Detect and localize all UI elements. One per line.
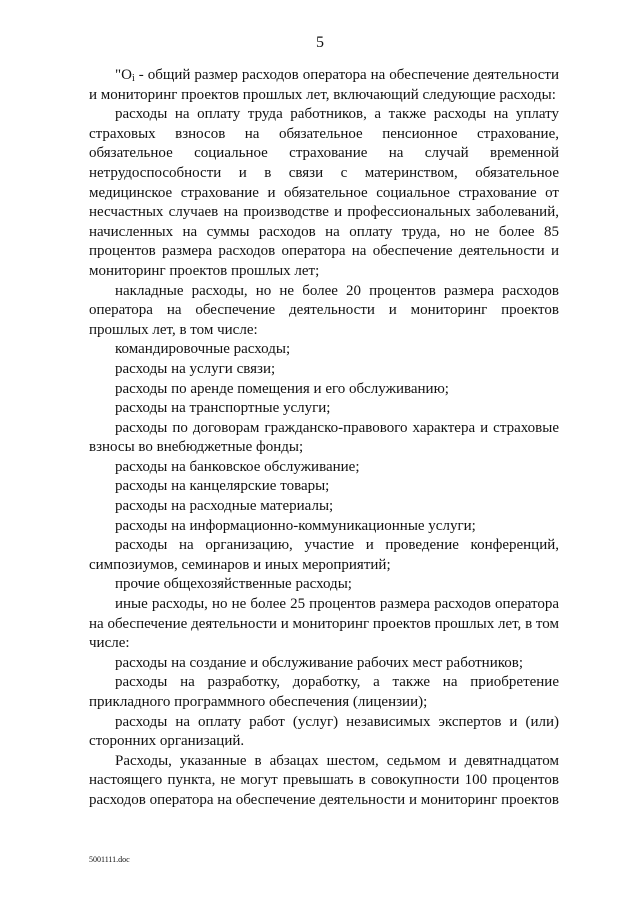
list-item: расходы на оплату работ (услуг) независимых экспертов и (или) сторонних организаций.	[89, 713, 559, 750]
paragraph-other-costs: иные расходы, но не более 25 процентов размера расходов оператора на обеспечение деятельности и мониторинг проектов прошлых лет, в том числе:	[89, 596, 559, 652]
list-item: расходы на транспортные услуги;	[115, 400, 331, 417]
oi-symbol: "O	[115, 67, 132, 83]
list-item: расходы на расходные материалы;	[115, 498, 334, 515]
paragraph-labor-costs: расходы на оплату труда работников, а также расходы на уплату страховых взносов на обязательное пенсионное страхование, обязательное социальное страхование на случай временной нетрудоспособности и в связи с материнством, обязательное медицинское страхование и обязательное социальное страхование от несчастных случаев на производстве и профессиональных заболеваний, начисленных на суммы расходов на оплату труда, но не более 85 процентов размера расходов оператора на обеспечение деятельности и мониторинг проектов прошлых лет;	[89, 106, 559, 279]
list-item: расходы на информационно-коммуникационные услуги;	[115, 517, 476, 534]
list-item: расходы на банковское обслуживание;	[115, 458, 360, 475]
document-body	[89, 66, 559, 811]
paragraph-overhead-costs: накладные расходы, но не более 20 процентов размера расходов оператора на обеспечение деятельности и мониторинг проектов прошлых лет, в том числе:	[89, 282, 559, 338]
list-item: командировочные расходы;	[115, 341, 291, 358]
page-number: 5	[316, 34, 324, 51]
list-item: прочие общехозяйственные расходы;	[115, 576, 352, 593]
list-item: расходы на разработку, доработку, а также на приобретение прикладного программного обеспечения (лицензии);	[89, 674, 559, 710]
list-item: расходы по аренде помещения и его обслуживанию;	[115, 380, 449, 397]
list-item: расходы по договорам гражданско-правового характера и страховые взносы во внебюджетные фонды;	[89, 419, 559, 456]
oi-subscript: i	[131, 73, 135, 84]
oi-definition-text: - общий размер расходов оператора на обеспечение деятельности и мониторинг проектов прошлых лет, включающий следующие расходы:	[89, 67, 559, 103]
list-item: расходы на организацию, участие и проведение конференций, симпозиумов, семинаров и иных мероприятий;	[89, 537, 559, 573]
footer-filename: 5001111.doc	[89, 855, 130, 864]
list-item: расходы на создание и обслуживание рабочих мест работников;	[115, 654, 524, 671]
list-item: расходы на канцелярские товары;	[115, 478, 330, 495]
paragraph-oi-definition	[89, 66, 559, 105]
paragraph-cost-limit: Расходы, указанные в абзацах шестом, седьмом и девятнадцатом настоящего пункта, не могут превышать в совокупности 100 процентов расходов оператора на обеспечение деятельности и мониторинг проектов	[89, 752, 559, 808]
list-item: расходы на услуги связи;	[115, 360, 276, 377]
